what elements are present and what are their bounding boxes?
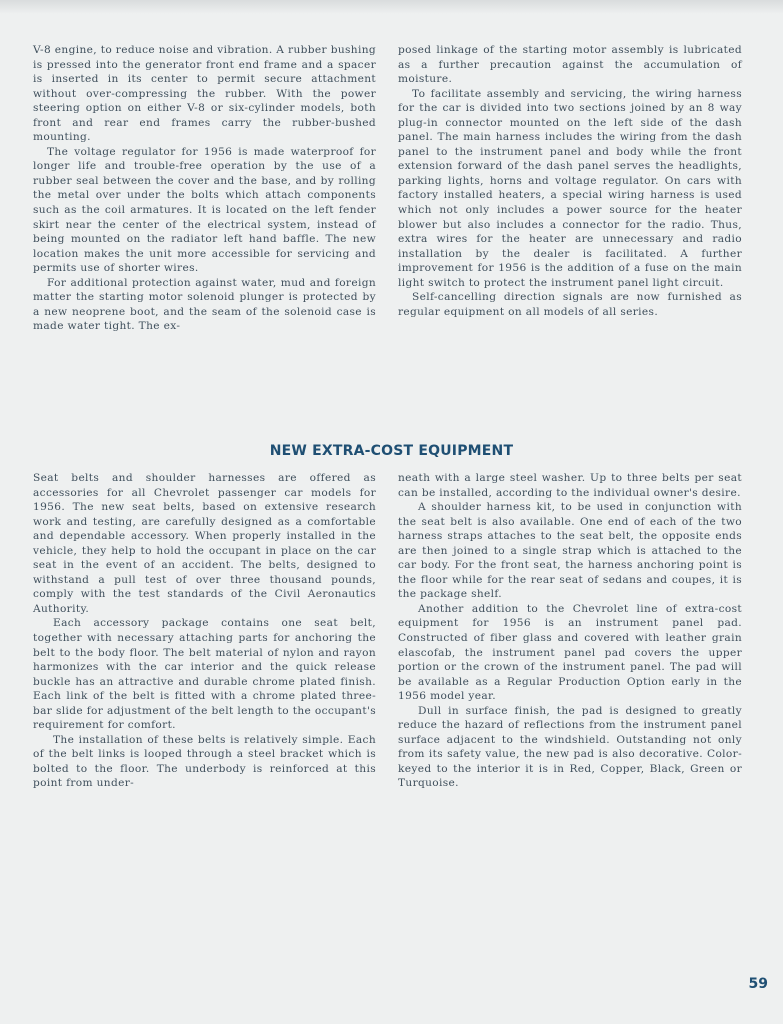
paragraph: The installation of these belts is relatively simple. Each of the belt links is looped through a steel bracket which is bolted to the floor. The underbody is reinforced at this point from under- bbox=[33, 733, 376, 790]
paragraph: V-8 engine, to reduce noise and vibration. A rubber bushing is pressed into the generator front end frame and a spacer is inserted in its center to permit secure attachment without over-compressing the rubber. With the power steering option on either V-8 or six-cylinder models, both front and rear end frames carry the rubber-bushed mounting. bbox=[33, 44, 376, 144]
paragraph: posed linkage of the starting motor assembly is lubricated as a further precaution against the accumulation of moisture. bbox=[398, 44, 742, 86]
paragraph: To facilitate assembly and servicing, the wiring harness for the car is divided into two sections joined by an 8 way plug-in connector mounted on the left side of the dash panel. The main harness includes the wiring from the dash panel to the instrument panel and body while the front extension forward of the dash panel serves the headlights, parking lights, horns and voltage regulator. On cars with factory installed heaters, a special wiring harness is used which not only includes a power source for the heater blower but also includes a connector for the radio. Thus, extra wires for the heater are unnecessary and radio installation by the dealer is facilitated. A further improvement for 1956 is the addition of a fuse on the main light switch to protect the instrument panel light circuit. bbox=[398, 87, 742, 289]
section-heading: NEW EXTRA-COST EQUIPMENT bbox=[269, 443, 514, 459]
page-number: 59 bbox=[748, 976, 768, 992]
bottom-left-column bbox=[33, 471, 376, 791]
paragraph: Another addition to the Chevrolet line of extra-cost equipment for 1956 is an instrument panel pad. Constructed of fiber glass and covered with leather grain elascofab, the instrument panel pad covers the upper portion or the crown of the instrument panel. The pad will be available as a Regular Production Option early in the 1956 model year. bbox=[398, 602, 742, 703]
paragraph: neath with a large steel washer. Up to three belts per seat can be installed, according to the individual owner's desire. bbox=[398, 472, 742, 499]
top-right-column bbox=[398, 43, 742, 319]
paragraph: Each accessory package contains one seat belt, together with necessary attaching parts for anchoring the belt to the body floor. The belt material of nylon and rayon harmonizes with the car interior and the quick release buckle has an attractive and durable chrome plated finish. Each link of the belt is fitted with a chrome plated three-bar slide for adjustment of the belt length to the occupant's requirement for comfort. bbox=[33, 617, 376, 732]
bottom-right-column bbox=[398, 471, 742, 791]
top-left-column bbox=[33, 43, 376, 334]
paragraph: The voltage regulator for 1956 is made waterproof for longer life and trouble-free operation by the use of a rubber seal between the cover and the base, and by rolling the metal over under the bolts which attach components such as the coil armatures. It is located on the left fender skirt near the center of the electrical system, instead of being mounted on the radiator left hand baffle. The new location makes the unit more accessible for servicing and permits use of shorter wires. bbox=[33, 145, 376, 275]
paragraph: Seat belts and shoulder harnesses are offered as accessories for all Chevrolet passenger car models for 1956. The new seat belts, based on extensive research work and testing, are carefully designed as a comfortable and dependable accessory. When properly installed in the vehicle, they help to hold the occupant in place on the car seat in the event of an accident. The belts, designed to withstand a pull test of over three thousand pounds, comply with the test standards of the Civil Aeronautics Authority. bbox=[33, 472, 376, 615]
paragraph: For additional protection against water, mud and foreign matter the starting motor solenoid plunger is protected by a new neoprene boot, and the seam of the solenoid case is made water tight. The ex- bbox=[33, 276, 376, 333]
paragraph: Self-cancelling direction signals are now furnished as regular equipment on all models of all series. bbox=[398, 291, 742, 318]
paragraph: A shoulder harness kit, to be used in conjunction with the seat belt is also available. One end of each of the two harness straps attaches to the seat belt, the opposite ends are then joined to a single strap which is attached to the car body. For the front seat, the harness anchoring point is the floor while for the rear seat of sedans and coupes, it is the package shelf. bbox=[398, 501, 742, 601]
paragraph: Dull in surface finish, the pad is designed to greatly reduce the hazard of reflections from the instrument panel surface adjacent to the windshield. Outstanding not only from its safety value, the new pad is also decorative. Color-keyed to the interior it is in Red, Copper, Black, Green or Turquoise. bbox=[398, 704, 742, 790]
page-top-edge bbox=[0, 0, 783, 14]
